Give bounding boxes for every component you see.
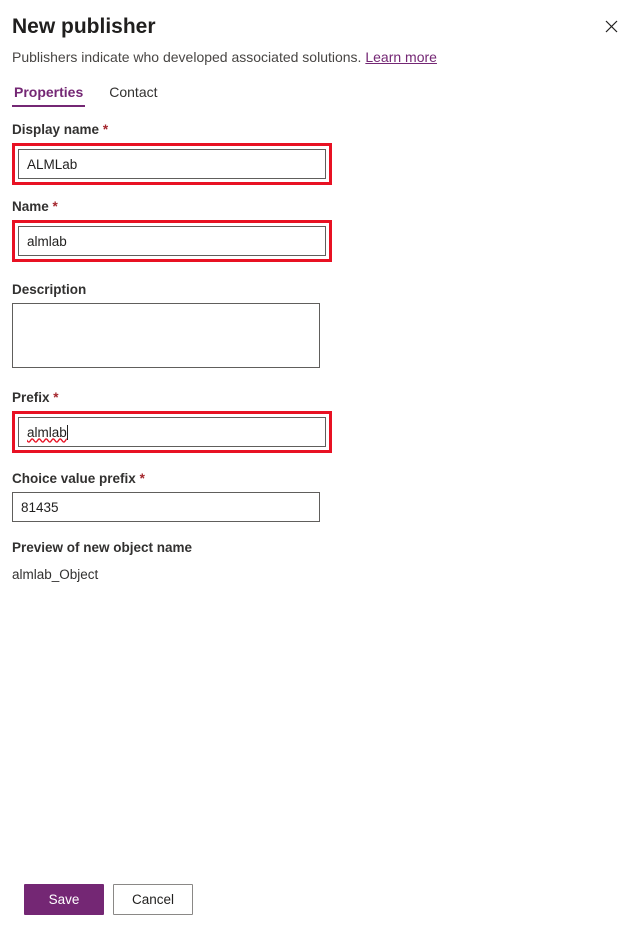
tab-contact-label: Contact [109,84,158,100]
description-label-text: Description [12,282,87,297]
field-display-name [12,122,624,185]
display-name-label-text: Display name [12,122,100,137]
display-name-required-marker: * [102,122,109,137]
name-label [12,199,624,214]
name-required-marker: * [52,199,58,214]
panel-subtitle [12,48,624,66]
close-icon [605,19,618,36]
panel-footer [24,884,193,915]
learn-more-link[interactable]: Learn more [365,49,437,65]
display-name-highlight-box [12,143,332,185]
prefix-label [12,390,624,405]
tab-contact[interactable] [107,82,159,107]
tab-list [12,82,160,107]
choice-value-prefix-required-marker: * [139,471,145,486]
prefix-input[interactable] [18,417,326,447]
panel-header [12,14,624,66]
subtitle-text: Publishers indicate who developed associated solutions. [12,49,362,65]
close-button[interactable] [596,12,626,42]
description-label [12,282,624,297]
choice-value-prefix-label-text: Choice value prefix [12,471,136,486]
cancel-button[interactable]: Cancel [113,884,193,915]
field-prefix [12,390,624,453]
name-input[interactable] [18,226,326,256]
display-name-input[interactable] [18,149,326,179]
prefix-required-marker: * [53,390,59,405]
tab-properties-label: Properties [14,84,84,100]
field-description [12,282,624,368]
field-name [12,199,624,262]
prefix-highlight-box [12,411,332,453]
name-label-text: Name [12,199,49,214]
name-highlight-box [12,220,332,262]
page-title: New publisher [12,15,156,38]
tab-properties[interactable] [12,82,85,107]
display-name-label [12,122,624,137]
description-textarea[interactable] [12,303,320,368]
choice-value-prefix-label [12,471,624,486]
preview-value: almlab_Object [12,567,99,582]
prefix-label-text: Prefix [12,390,50,405]
choice-value-prefix-input[interactable] [12,492,320,522]
prefix-input-value: almlab [27,424,67,440]
preview-label: Preview of new object name [12,540,193,555]
save-button[interactable]: Save [24,884,104,915]
field-choice-value-prefix [12,471,624,522]
publisher-form [12,122,624,582]
